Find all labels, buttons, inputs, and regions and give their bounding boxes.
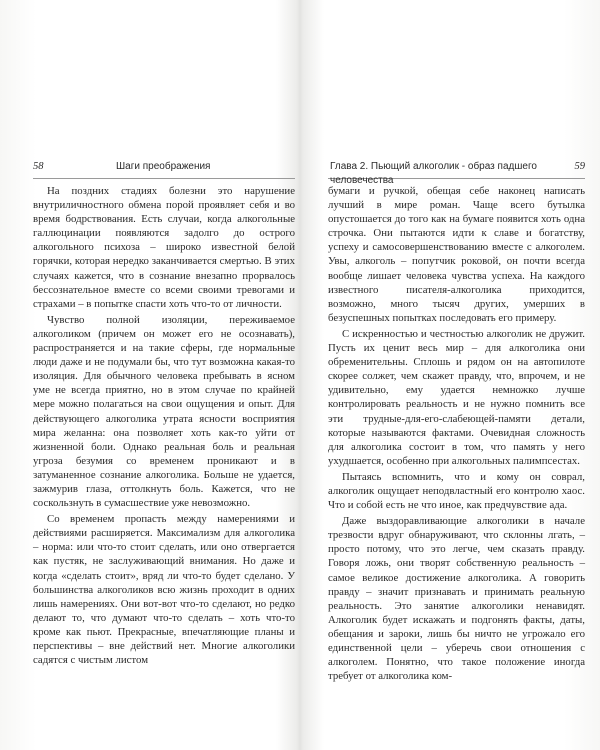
left-paragraph-2: Чувство полной изоляции, переживаемое алкоголиком (причем он может его не осознавать), распространяется и на такие сферы, где нормальные люди даже и не подумали бы, что тут возможна какая-то изоляция. Для обычного человека пребывать в ясном уме не всегда приятно, но в этом случае по крайней мере можно полагаться на свои ощущения и опыт. Для действующего алкоголика утрата ясности восприятия мира желанна: она позволяет хоть как-то уйти от жизненной боли. Однако реальная боль и реальная угроза безумия со временем проникают и в затуманенное сознание алкоголика. Больше не удается, зажмурив глаза, оттолкнуть боль. Кажется, что не соскользнуть в сумасшествие уже невозможно. — [33, 313, 295, 510]
left-paragraph-1: На поздних стадиях болезни это нарушение внутриличностного обмена порой проявляет себя и во время бодрствования. Есть случаи, когда алкогольные галлюцинации появляются задолго до острого алкогольного психоза – широко известной белой горячки, которая нередко заканчивается смертью. В этих случаях кажется, что в сознание внезапно прорвалось бессознательное вместе со всеми своими тревогами и страхами – в попытке спасти хоть что-то от личности. — [33, 185, 295, 310]
left-page-number: 58 — [33, 161, 44, 172]
left-paragraph-3: Со временем пропасть между намерениями и действиями расширяется. Максимализм для алкоголика – норма: или что-то стоит сделать, или оно отвергается как пустяк, не заслуживающий внимания. Но даже и когда «сделать стоит», вряд ли что-то будет сделано. У большинства алкоголиков всю жизнь проходит в одних лишь намерениях. Они вот-вот что-то сделают, но редко делают то, что думают что-то сделать – хоть что-то кроме как пьют. Прекрасные, впечатляющие планы и перспективы – вне действий нет. Многие алкоголики садятся с чистым листом — [33, 513, 295, 667]
right-running-header — [328, 160, 585, 186]
right-paragraph-4: Даже выздоравливающие алкоголики в начале трезвости вдруг обнаруживают, что склонны лгать, – просто потому, что это легче, чем сказать правду. Говоря ложь, они творят собственную реальность – самое великое достижение алкоголика. А говорить правду – значит признавать и принимать реальную реальность. Это занятие алкоголики ненавидят. Алкоголик будет искажать и подгонять факты, даты, обещания и зароки, лишь бы ничто не угрожало его единственной цели – уберечь свои отношения с алкоголем. Понятно, что такое положение иногда требует от алкоголика ком- — [328, 515, 585, 683]
right-page — [328, 160, 585, 683]
right-running-title: Глава 2. Пьющий алкоголик - образ падшего человечества — [330, 161, 537, 186]
right-paragraph-1: бумаги и ручкой, обещая себе наконец написать лучший в мире роман. Чаще всего бутылка опустошается до того как на бумаге появится хоть одна строчка. Они пытаются идти к славе и богатству, успеху и самосовершенствованию вместе с алкоголем. Увы, алкоголь – попутчик роковой, он почти всегда вообще лишает человека чувства успеха. На каждого известного писателя-алкоголика приходится, возможно, много тысяч других, умерших в безуспешных попытках последовать его примеру. — [328, 185, 585, 324]
left-running-header — [33, 160, 295, 179]
right-paragraph-2: С искренностью и честностью алкоголик не дружит. Пусть их ценит весь мир – для алкоголика они обременительны. Сплошь и рядом он на автопилоте скорее солжет, чем скажет правду, что, впрочем, и не удивительно, ему удается немножко лучше контролировать реальность и не нужно помнить все эти трудные-для-его-слабеющей-памяти детали, которые называются фактами. Очевидная сложность для алкоголика состоит в том, что память у него ухудшается, особенно при алкогольных палимпсестах. — [328, 327, 585, 467]
right-page-number: 59 — [574, 161, 585, 172]
left-page — [33, 160, 295, 667]
right-paragraph-3: Пытаясь вспомнить, что и кому он соврал, алкоголик ощущает неподвластный его контролю хаос. Что и собой есть не что иное, как предчувствие ада. — [328, 470, 585, 512]
left-running-title: Шаги преображения — [116, 161, 211, 172]
